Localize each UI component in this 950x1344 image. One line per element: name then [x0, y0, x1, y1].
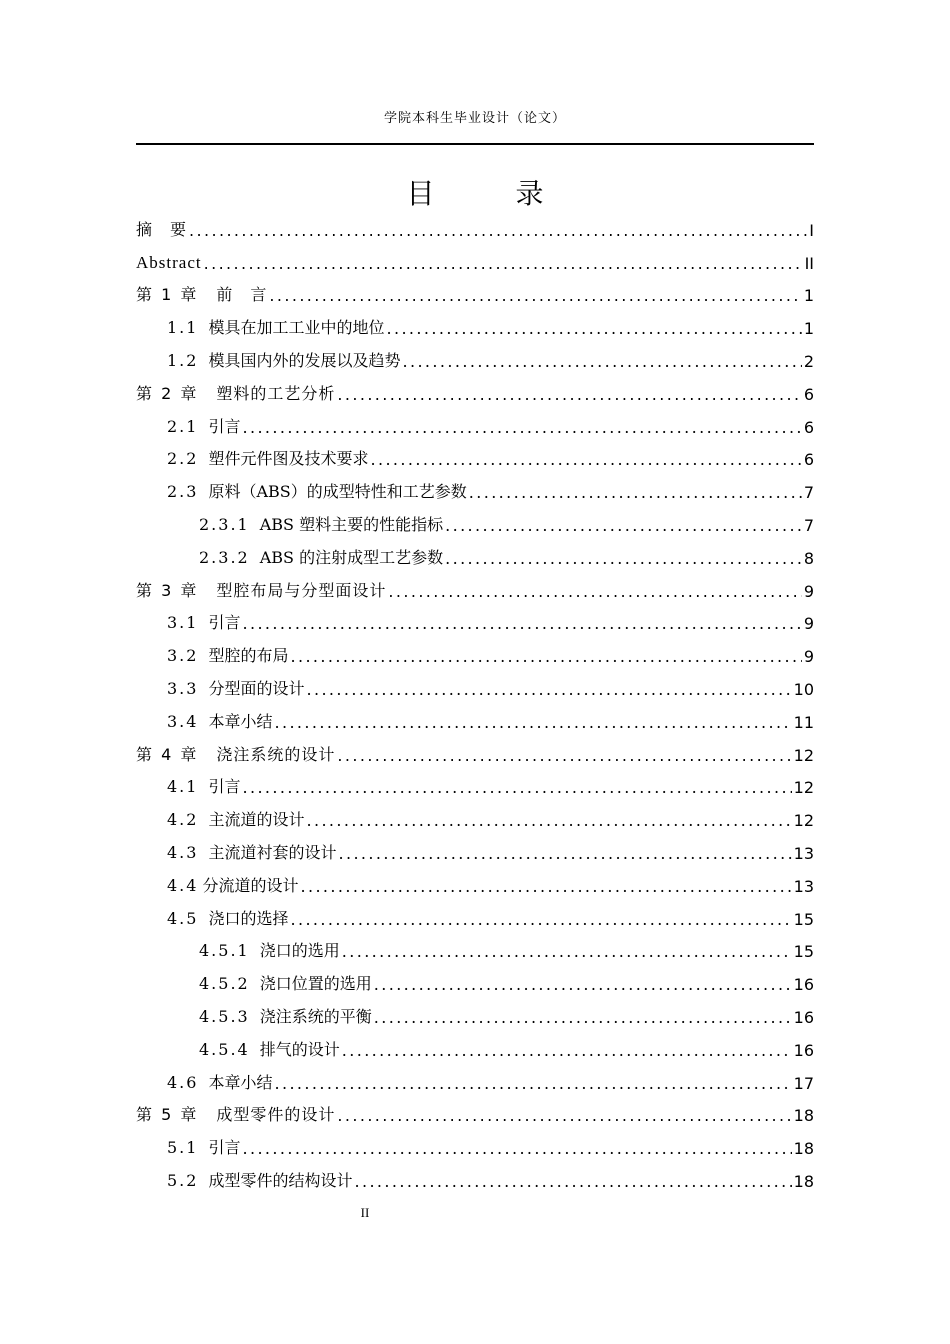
toc-entry-page: 7 — [803, 515, 814, 535]
toc-entry — [136, 929, 814, 962]
toc-entry-label — [167, 315, 384, 338]
toc-entry-label — [167, 774, 240, 797]
dot-leader — [306, 680, 791, 699]
toc-entry-page: 18 — [793, 1106, 814, 1126]
toc-entry-page: 13 — [793, 843, 814, 863]
toc-entry-number: 第 3 章 — [136, 580, 199, 600]
toc-entry-label — [167, 414, 240, 437]
toc-entry-page: 12 — [793, 811, 814, 831]
toc-entry-text: 原料（ABS）的成型特性和工艺参数 — [208, 482, 467, 502]
table-of-contents — [136, 207, 814, 1191]
toc-entry-number: 4.4 — [167, 875, 199, 895]
toc-entry-page: 15 — [793, 942, 814, 962]
toc-entry — [136, 240, 814, 273]
toc-entry-page: 10 — [793, 679, 814, 699]
toc-entry-page: 11 — [793, 712, 814, 732]
toc-entry-label — [199, 545, 443, 568]
toc-entry — [136, 207, 814, 240]
toc-title: 目 录 — [406, 177, 580, 210]
toc-entry-text: 本章小结 — [208, 711, 273, 731]
toc-entry-number: 2.1 — [167, 416, 199, 436]
toc-entry-page: 9 — [803, 581, 814, 601]
toc-entry-page: 8 — [803, 548, 814, 568]
dot-leader — [342, 1041, 792, 1060]
toc-entry-label — [136, 282, 267, 305]
toc-entry — [136, 1125, 814, 1158]
toc-entry-number: 1.1 — [167, 318, 199, 338]
dot-leader — [445, 516, 802, 535]
toc-entry-page: 16 — [793, 1040, 814, 1060]
toc-entry — [136, 732, 814, 765]
dot-leader — [242, 778, 791, 797]
toc-entry-label — [167, 1168, 352, 1191]
toc-entry-text: ABS 的注射成型工艺参数 — [259, 547, 444, 567]
toc-entry — [136, 1027, 814, 1060]
toc-entry-page: 6 — [803, 417, 814, 437]
dot-leader — [242, 1139, 791, 1158]
toc-entry-number: 5.2 — [167, 1170, 199, 1190]
toc-entry — [136, 568, 814, 601]
header-rule — [136, 143, 814, 145]
toc-entry-text: 成型零件的设计 — [216, 1105, 336, 1125]
toc-entry-page: 6 — [803, 450, 814, 470]
toc-entry-text: 模具国内外的发展以及趋势 — [208, 350, 401, 370]
dot-leader — [269, 286, 801, 305]
toc-entry-label — [167, 709, 272, 732]
toc-entry-number: 第 1 章 — [136, 285, 199, 305]
toc-entry-text: ABS 塑料主要的性能指标 — [259, 514, 444, 534]
dot-leader — [337, 385, 801, 404]
toc-entry-page: 13 — [793, 876, 814, 896]
toc-entry-page: 9 — [803, 647, 814, 667]
toc-entry — [136, 437, 814, 470]
toc-entry — [136, 765, 814, 798]
toc-entry-label — [167, 643, 288, 666]
toc-entry-number: 3.1 — [167, 613, 199, 633]
toc-entry-label — [136, 381, 335, 404]
toc-entry-number: 4.6 — [167, 1072, 199, 1092]
toc-entry-text: 引言 — [208, 1138, 241, 1158]
toc-entry-number: 2.2 — [167, 449, 199, 469]
toc-entry-text: 主流道的设计 — [208, 810, 305, 830]
toc-entry — [136, 305, 814, 338]
dot-leader — [338, 844, 791, 863]
dot-leader — [242, 614, 801, 633]
dot-leader — [204, 254, 803, 273]
toc-entry-page: 7 — [803, 483, 814, 503]
toc-entry — [136, 535, 814, 568]
toc-entry-number: 第 2 章 — [136, 383, 199, 403]
toc-entry-page: 1 — [803, 319, 814, 339]
dot-leader — [274, 1074, 791, 1093]
dot-leader — [402, 352, 801, 371]
toc-entry — [136, 404, 814, 437]
toc-entry-text: Abstract — [136, 252, 202, 272]
toc-entry-label — [167, 610, 240, 633]
dot-leader — [290, 910, 791, 929]
toc-entry-number: 4.5.2 — [199, 974, 250, 994]
toc-entry-page: 1 — [803, 286, 814, 306]
toc-entry-number: 4.5.3 — [199, 1006, 250, 1026]
toc-entry — [136, 469, 814, 502]
dot-leader — [388, 582, 801, 601]
toc-entry-number: 4.5.1 — [199, 941, 250, 961]
toc-entry-number: 第 5 章 — [136, 1105, 199, 1125]
page-number: II — [360, 1205, 370, 1220]
toc-entry-number: 1.2 — [167, 350, 199, 370]
toc-entry-number: 第 4 章 — [136, 744, 199, 764]
toc-entry-label — [167, 840, 336, 863]
dot-leader — [337, 1106, 791, 1125]
toc-entry — [136, 699, 814, 732]
toc-entry-number: 2.3 — [167, 482, 199, 502]
toc-entry — [136, 273, 814, 306]
toc-entry-label — [167, 348, 400, 371]
toc-entry-text: 分流道的设计 — [202, 875, 299, 895]
toc-entry-label — [199, 938, 340, 961]
dot-leader — [242, 418, 801, 437]
toc-entry-label — [136, 1102, 335, 1125]
dot-leader — [370, 450, 801, 469]
toc-entry-text: 引言 — [208, 416, 241, 436]
toc-entry-text: 引言 — [208, 613, 241, 633]
toc-entry-text: 前 言 — [216, 285, 268, 305]
dot-leader — [445, 549, 802, 568]
toc-entry-text: 成型零件的结构设计 — [208, 1170, 353, 1190]
toc-entry — [136, 830, 814, 863]
dot-leader — [290, 647, 801, 666]
toc-entry — [136, 896, 814, 929]
dot-leader — [354, 1172, 791, 1191]
toc-entry-label — [199, 971, 372, 994]
dot-leader — [342, 942, 792, 961]
toc-entry-page: II — [804, 253, 814, 273]
toc-entry-text: 排气的设计 — [259, 1039, 340, 1059]
toc-entry-page: 9 — [803, 614, 814, 634]
toc-entry-text: 塑件元件图及技术要求 — [208, 449, 369, 469]
toc-entry-label — [167, 873, 298, 896]
toc-entry — [136, 502, 814, 535]
dot-leader — [386, 319, 801, 338]
toc-entry-text: 摘 要 — [136, 219, 188, 239]
toc-entry-text: 引言 — [208, 777, 241, 797]
toc-entry-label — [136, 217, 187, 240]
toc-entry-number: 3.3 — [167, 678, 199, 698]
dot-leader — [374, 1008, 792, 1027]
toc-entry-label — [136, 253, 202, 273]
dot-leader — [189, 221, 807, 240]
toc-entry — [136, 666, 814, 699]
toc-entry-label — [167, 676, 304, 699]
toc-entry-label — [167, 906, 288, 929]
dot-leader — [306, 811, 791, 830]
toc-entry-text: 模具在加工工业中的地位 — [208, 318, 385, 338]
toc-entry-label — [199, 1004, 372, 1027]
toc-entry-page: 16 — [793, 975, 814, 995]
toc-entry-page: 18 — [793, 1139, 814, 1159]
toc-entry-text: 主流道衬套的设计 — [208, 842, 337, 862]
running-header: 学院本科生毕业设计（论文） — [383, 111, 566, 126]
toc-entry-text: 本章小结 — [208, 1072, 273, 1092]
toc-entry-label — [167, 1135, 240, 1158]
toc-entry-number: 4.5 — [167, 908, 199, 928]
toc-entry-number: 3.2 — [167, 646, 199, 666]
toc-entry-label — [167, 807, 304, 830]
toc-entry-page: 2 — [803, 351, 814, 371]
toc-entry-page: 18 — [793, 1171, 814, 1191]
dot-leader — [337, 746, 791, 765]
dot-leader — [469, 483, 802, 502]
toc-entry-label — [199, 512, 443, 535]
toc-entry-text: 浇口的选用 — [259, 941, 340, 961]
toc-entry-number: 4.5.4 — [199, 1039, 250, 1059]
toc-entry-text: 分型面的设计 — [208, 678, 305, 698]
toc-entry-text: 型腔的布局 — [208, 646, 289, 666]
toc-entry-number: 4.2 — [167, 810, 199, 830]
toc-entry — [136, 371, 814, 404]
toc-entry-text: 浇注系统的平衡 — [259, 1006, 372, 1026]
toc-entry-number: 4.1 — [167, 777, 199, 797]
toc-entry-text: 浇口的选择 — [208, 908, 289, 928]
toc-entry-number: 2.3.1 — [199, 514, 250, 534]
dot-leader — [300, 877, 791, 896]
toc-entry-number: 3.4 — [167, 711, 199, 731]
toc-entry — [136, 863, 814, 896]
toc-entry — [136, 797, 814, 830]
toc-entry-page: 17 — [793, 1073, 814, 1093]
toc-entry — [136, 338, 814, 371]
toc-entry — [136, 1158, 814, 1191]
toc-entry-number: 5.1 — [167, 1138, 199, 1158]
dot-leader — [374, 975, 792, 994]
toc-entry — [136, 633, 814, 666]
toc-entry-page: I — [809, 220, 814, 240]
dot-leader — [274, 713, 791, 732]
toc-entry — [136, 961, 814, 994]
toc-entry-text: 浇注系统的设计 — [216, 744, 336, 764]
toc-entry — [136, 1060, 814, 1093]
toc-entry-page: 12 — [793, 745, 814, 765]
toc-entry-page: 16 — [793, 1007, 814, 1027]
toc-entry — [136, 601, 814, 634]
toc-entry-label — [167, 446, 368, 469]
toc-entry-label — [167, 1070, 272, 1093]
toc-entry — [136, 1093, 814, 1126]
toc-entry-label — [167, 479, 467, 502]
toc-entry-text: 塑料的工艺分析 — [216, 383, 336, 403]
toc-entry-page: 6 — [803, 384, 814, 404]
toc-entry-label — [199, 1037, 340, 1060]
toc-entry-text: 型腔布局与分型面设计 — [216, 580, 387, 600]
toc-entry-label — [136, 578, 386, 601]
toc-entry-number: 2.3.2 — [199, 547, 250, 567]
toc-entry — [136, 994, 814, 1027]
toc-entry-label — [136, 742, 335, 765]
toc-entry-number: 4.3 — [167, 842, 199, 862]
toc-entry-text: 浇口位置的选用 — [259, 974, 372, 994]
toc-entry-page: 12 — [793, 778, 814, 798]
toc-entry-page: 15 — [793, 909, 814, 929]
